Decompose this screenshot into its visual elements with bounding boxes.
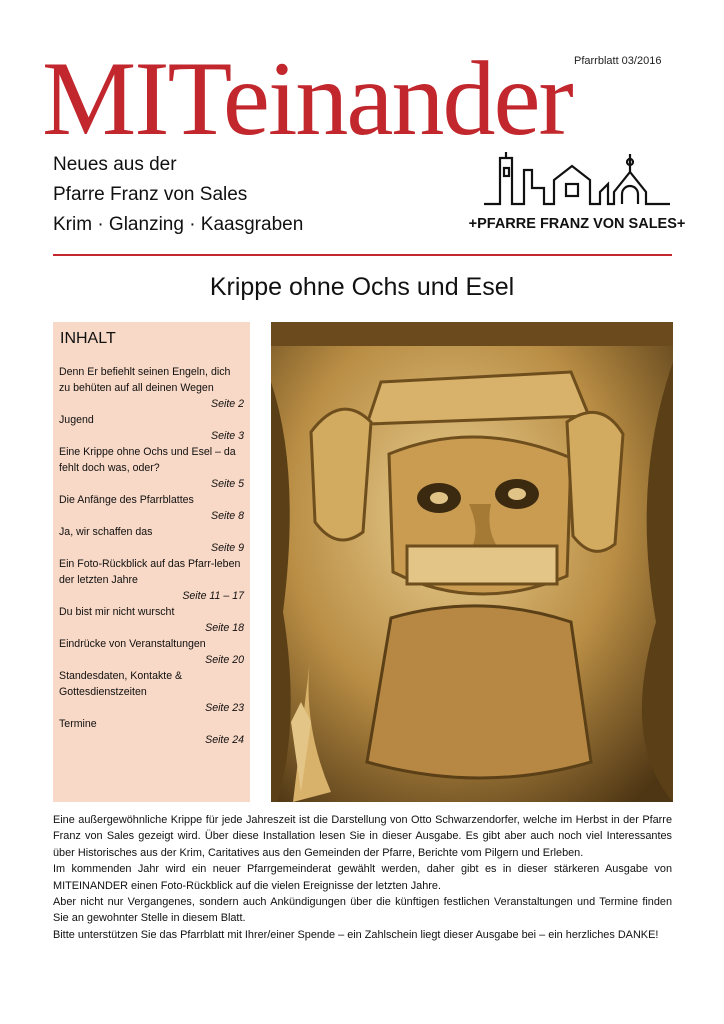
toc-entry-page: Seite 2 <box>211 398 244 410</box>
toc-entry-title: Eindrücke von Veranstaltungen <box>59 638 206 650</box>
table-of-contents <box>53 322 250 802</box>
svg-text:MITeinander: MITeinander <box>42 40 572 157</box>
toc-entry-title: Ein Foto-Rückblick auf das Pfarr-leben der letzten Jahre <box>59 558 241 586</box>
toc-entry <box>59 412 244 444</box>
subtitle-line-2: Pfarre Franz von Sales <box>53 184 248 205</box>
intro-paragraph: Bitte unterstützen Sie das Pfarrblatt mit Ihrer/einer Spende – ein Zahlschein liegt dieser Ausgabe bei – ein herzliches DANKE! <box>53 928 659 941</box>
toc-entry-page: Seite 20 <box>205 654 244 666</box>
toc-entry-page: Seite 5 <box>211 478 244 490</box>
wood-carving-photo <box>271 322 673 802</box>
toc-list <box>59 364 244 748</box>
subtitle <box>53 150 303 240</box>
church-skyline-icon <box>484 152 670 204</box>
headline: Krippe ohne Ochs und Esel <box>209 273 515 301</box>
parish-emblem <box>468 148 686 238</box>
toc-entry <box>59 556 244 604</box>
toc-entry-title: Termine <box>59 718 97 730</box>
toc-entry-page: Seite 8 <box>211 510 244 522</box>
miteinander-logo <box>40 18 680 157</box>
intro-paragraph: Im kommenden Jahr wird ein neuer Pfarrgemeinderat gewählt werden, daher gibt es in dieser stärkeren Ausgabe von MITEINANDER einen Foto-Rückblick auf die vielen Ereignisse der letzten Jahre. <box>53 863 672 892</box>
header-divider <box>53 254 672 256</box>
toc-entry-page: Seite 18 <box>205 622 244 634</box>
toc-entry <box>59 444 244 492</box>
toc-entry <box>59 364 244 412</box>
toc-entry-page: Seite 9 <box>211 542 244 554</box>
subtitle-line-3: Krim · Glanzing · Kaasgraben <box>53 214 304 235</box>
toc-entry <box>59 636 244 668</box>
toc-entry-title: Ja, wir schaffen das <box>59 526 153 538</box>
toc-entry <box>59 604 244 636</box>
toc-entry-title: Jugend <box>59 414 94 426</box>
subtitle-line-1: Neues aus der <box>53 154 177 175</box>
toc-entry-page: Seite 24 <box>205 734 244 746</box>
issue-label: Pfarrblatt 03/2016 <box>574 55 662 67</box>
emblem-caption: +PFARRE FRANZ VON SALES+ <box>468 216 686 232</box>
intro-article <box>53 812 672 943</box>
toc-entry-title: Du bist mir nicht wurscht <box>59 606 175 618</box>
toc-entry-title: Die Anfänge des Pfarrblattes <box>59 494 194 506</box>
toc-title: INHALT <box>60 330 116 347</box>
toc-entry-page: Seite 3 <box>211 430 244 442</box>
toc-entry-title: Eine Krippe ohne Ochs und Esel – da fehlt doch was, oder? <box>59 446 236 474</box>
intro-paragraph: Eine außergewöhnliche Krippe für jede Jahreszeit ist die Darstellung von Otto Schwarzendorfer, welche im Herbst in der Pfarre Franz von Sales gezeigt wird. Über diese Installation lesen Sie in dieser Ausgabe. Es gibt aber auch noch viel Interessantes über Historisches aus der Krim, Caritatives aus den Gemeinden der Pfarre, Berichte vom Pilgern und Erleben. <box>53 814 672 859</box>
toc-entry <box>59 668 244 716</box>
toc-entry <box>59 524 244 556</box>
intro-paragraph: Aber nicht nur Vergangenes, sondern auch Ankündigungen über die künftigen festlichen Veranstaltungen und Termine finden Sie an gewohnter Stelle in diesem Blatt. <box>53 896 672 925</box>
toc-entry-page: Seite 23 <box>205 702 244 714</box>
toc-entry <box>59 716 244 748</box>
toc-entry-page: Seite 11 – 17 <box>182 590 244 602</box>
toc-entry <box>59 492 244 524</box>
toc-entry-title: Standesdaten, Kontakte & Gottesdienstzeiten <box>59 670 183 698</box>
toc-entry-title: Denn Er befiehlt seinen Engeln, dich zu behüten auf all deinen Wegen <box>59 366 231 394</box>
